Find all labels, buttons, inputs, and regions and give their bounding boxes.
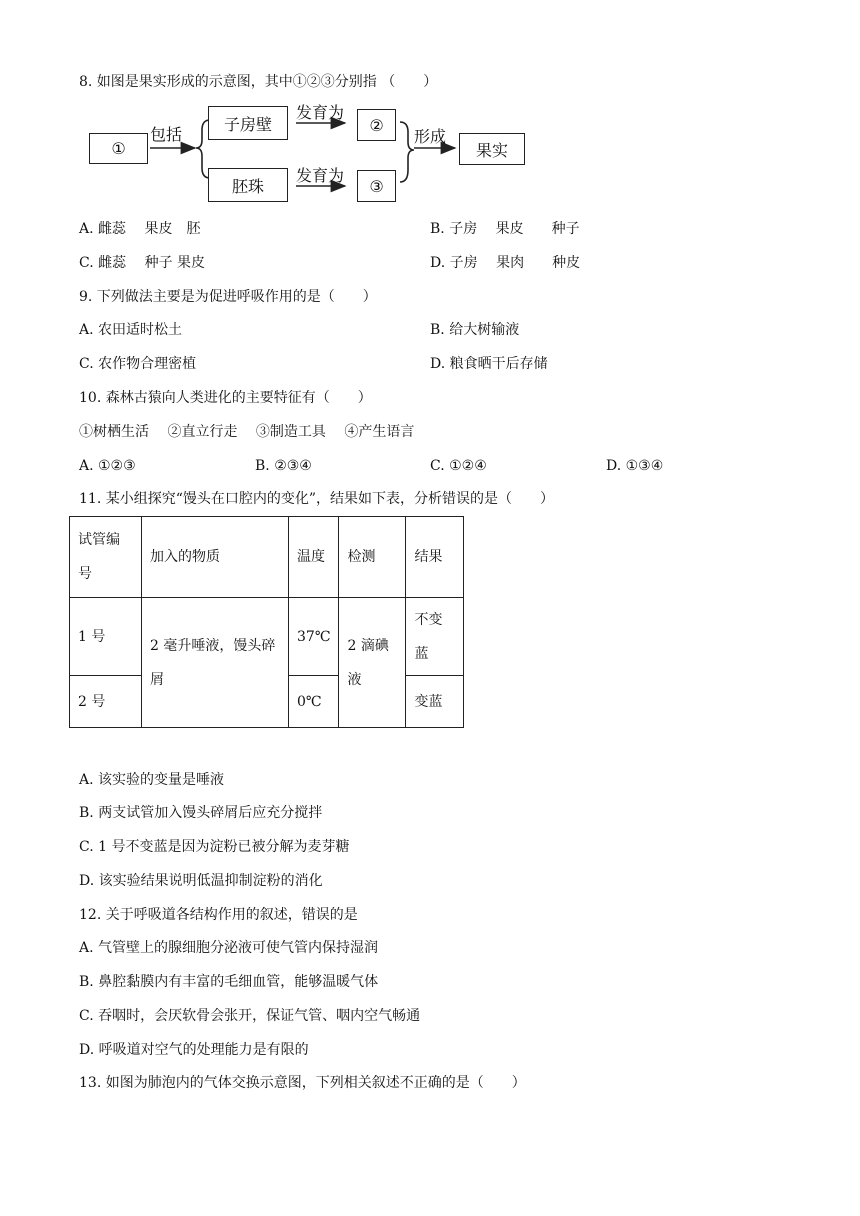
- table-header-row: [70, 517, 464, 598]
- q10-option-a: A. ①②③: [79, 458, 136, 474]
- header-tube-number: [70, 517, 142, 598]
- tube-1-temperature: 37℃: [289, 598, 339, 676]
- tube-1-label: 1 号: [70, 598, 142, 676]
- question-9-stem: 9. 下列做法主要是为促进呼吸作用的是（ ）: [79, 289, 377, 305]
- experiment-table: [69, 516, 464, 728]
- question-11-stem: 11. 某小组探究“馒头在口腔内的变化”，结果如下表，分析错误的是（ ）: [79, 491, 555, 507]
- q9-option-b: B. 给大树输液: [430, 322, 520, 338]
- diagram-label-develop-1: 发育为: [296, 103, 345, 122]
- diagram-lines: [0, 0, 860, 220]
- q10-option-c: C. ①②④: [430, 458, 487, 474]
- q10-option-d: D. ①③④: [606, 458, 664, 474]
- tube-2-temperature: 0℃: [289, 676, 339, 728]
- result1-line1: 不变: [414, 611, 443, 628]
- diagram-label-include: 包括: [150, 125, 183, 144]
- result1-line2: 蓝: [414, 645, 429, 662]
- header-temperature: 温度: [289, 517, 339, 598]
- q11-option-a: A. 该实验的变量是唾液: [79, 772, 225, 788]
- q9-option-c: C. 农作物合理密植: [79, 356, 197, 372]
- substance-cell: [142, 598, 289, 728]
- header-result: 结果: [406, 517, 464, 598]
- diagram-box-1: ①: [89, 133, 148, 164]
- diagram-box-ovary-wall: 子房壁: [208, 106, 288, 140]
- q11-option-d: D. 该实验结果说明低温抑制淀粉的消化: [79, 873, 323, 889]
- q12-option-a: A. 气管壁上的腺细胞分泌液可使气管内保持湿润: [79, 940, 379, 956]
- question-12-stem: 12. 关于呼吸道各结构作用的叙述，错误的是: [79, 907, 358, 923]
- diagram-box-ovule: 胚珠: [208, 168, 288, 202]
- q8-option-b: B. 子房 果皮 种子: [430, 221, 580, 237]
- substance-line2: 屑: [150, 671, 164, 688]
- diagram-box-2: ②: [357, 109, 396, 141]
- q11-option-c: C. 1 号不变蓝是因为淀粉已被分解为麦芽糖: [79, 839, 350, 855]
- diagram-box-3: ③: [357, 170, 396, 202]
- q12-option-d: D. 呼吸道对空气的处理能力是有限的: [79, 1042, 309, 1058]
- substance-line1: 2 毫升唾液，馒头碎: [150, 637, 276, 654]
- header-substance: 加入的物质: [142, 517, 289, 598]
- q8-option-a: A. 雌蕊 果皮 胚: [79, 221, 201, 237]
- tube-2-label: 2 号: [70, 676, 142, 728]
- diagram-box-fruit: 果实: [459, 133, 525, 165]
- diagram-label-form: 形成: [414, 127, 447, 146]
- tube-1-result: [406, 598, 464, 676]
- q8-option-d: D. 子房 果肉 种皮: [430, 255, 581, 271]
- q8-option-c: C. 雌蕊 种子 果皮: [79, 255, 206, 271]
- table-row: [70, 598, 464, 676]
- detect-line1: 2 滴碘: [347, 637, 389, 654]
- detection-cell: [339, 598, 406, 728]
- detect-line2: 液: [347, 671, 362, 688]
- q12-option-c: C. 吞咽时，会厌软骨会张开，保证气管、咽内空气畅通: [79, 1008, 421, 1024]
- question-8-stem: 8. 如图是果实形成的示意图，其中①②③分别指 （ ）: [79, 74, 438, 90]
- q10-features: ①树栖生活 ②直立行走 ③制造工具 ④产生语言: [79, 424, 415, 440]
- q9-option-a: A. 农田适时松土: [79, 322, 183, 338]
- q12-option-b: B. 鼻腔黏膜内有丰富的毛细血管，能够温暖气体: [79, 974, 379, 990]
- header-tube-line2: 号: [78, 566, 92, 582]
- question-13-stem: 13. 如图为肺泡内的气体交换示意图，下列相关叙述不正确的是（ ）: [79, 1075, 526, 1091]
- diagram-label-develop-2: 发育为: [296, 166, 345, 185]
- header-tube-line1: 试管编: [78, 532, 120, 548]
- tube-2-result: 变蓝: [406, 676, 464, 728]
- question-10-stem: 10. 森林古猿向人类进化的主要特征有（ ）: [79, 390, 372, 406]
- q10-option-b: B. ②③④: [255, 458, 312, 474]
- q11-option-b: B. 两支试管加入馒头碎屑后应充分搅拌: [79, 805, 323, 821]
- header-detection: 检测: [339, 517, 406, 598]
- right-brace: [400, 122, 414, 182]
- q9-option-d: D. 粮食晒干后存储: [430, 356, 548, 372]
